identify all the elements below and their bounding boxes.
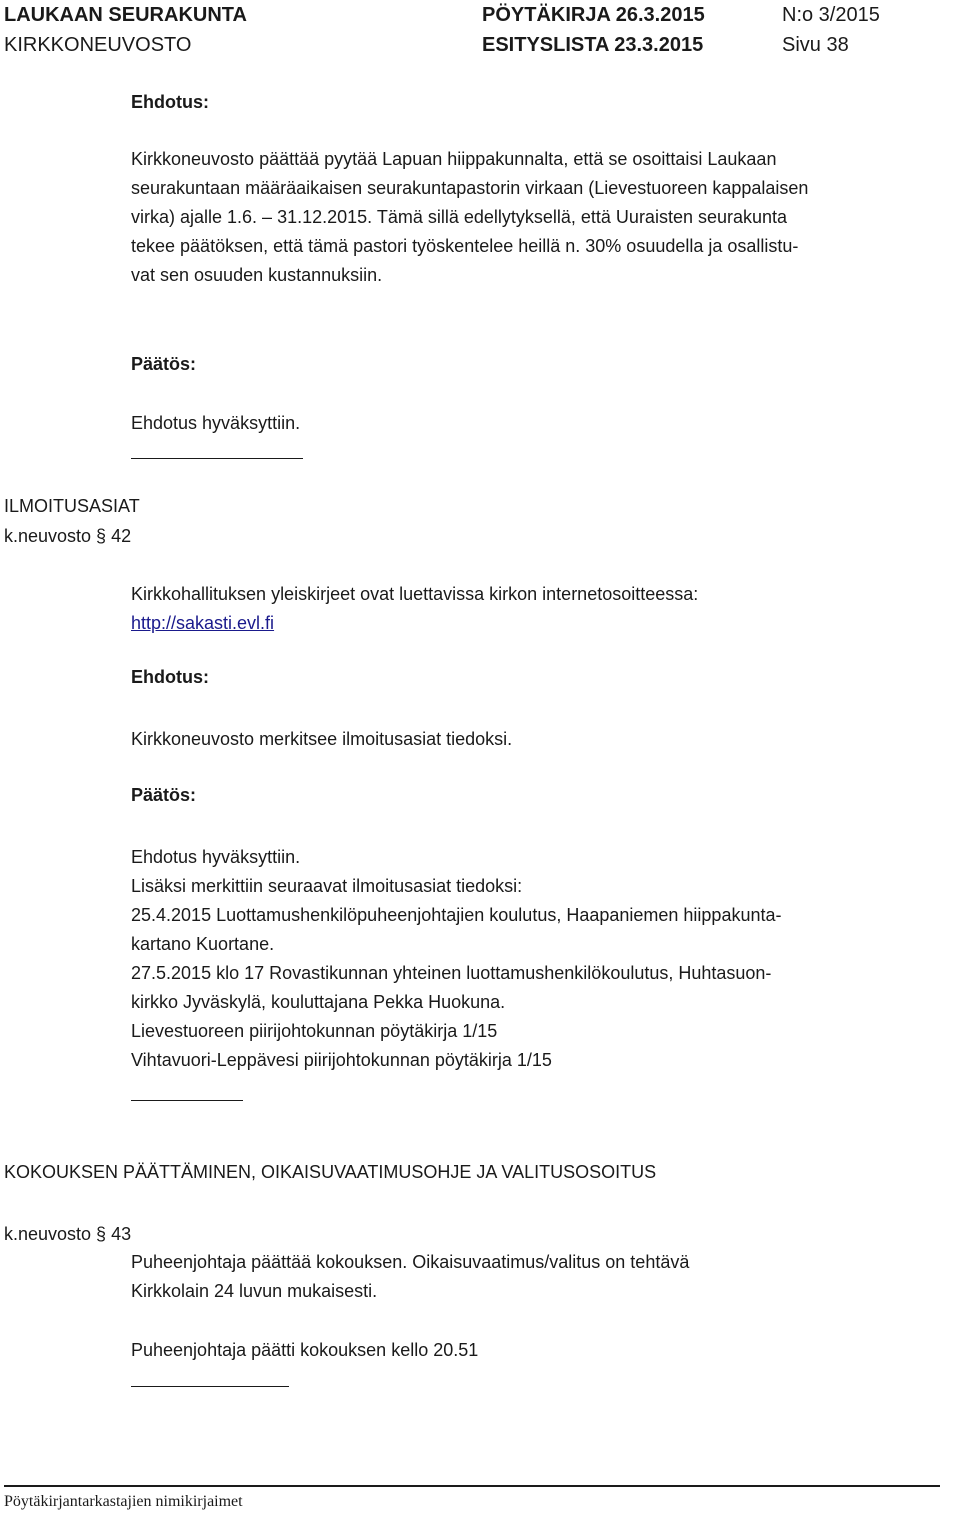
proposal-line: Kirkkoneuvosto päättää pyytää Lapuan hiippakunnalta, että se osoittaisi Laukaan (131, 149, 777, 169)
decision-line: Ehdotus hyväksyttiin. (131, 847, 301, 867)
decision-text: Ehdotus hyväksyttiin. (131, 413, 301, 433)
org-name: LAUKAAN SEURAKUNTA (4, 4, 247, 26)
decision-line: Vihtavuori-Leppävesi piirijohtokunnan pöytäkirja 1/15 (131, 1050, 552, 1070)
decision-line: 25.4.2015 Luottamushenkilöpuheenjohtajien koulutus, Haapaniemen hiippakunta- (131, 905, 782, 925)
section-divider (131, 1386, 289, 1387)
proposal-line: tekee päätöksen, että tämä pastori työskentelee heillä n. 30% osuudella ja osallistu- (131, 236, 799, 256)
proposal-label: Ehdotus: (131, 667, 209, 687)
section-reference: k.neuvosto § 42 (4, 526, 132, 546)
decision-line: Lisäksi merkittiin seuraavat ilmoitusasiat tiedoksi: (131, 876, 523, 896)
decision-line: kartano Kuortane. (131, 934, 275, 954)
proposal-line: virka) ajalle 1.6. – 31.12.2015. Tämä sillä edellytyksellä, että Uuraisten seurakunta (131, 207, 788, 227)
closing-line: Puheenjohtaja päättää kokouksen. Oikaisuvaatimus/valitus on tehtävä (131, 1252, 690, 1272)
closing-line: Kirkkolain 24 luvun mukaisesti. (131, 1281, 378, 1301)
proposal-line: vat sen osuuden kustannuksiin. (131, 265, 383, 285)
meeting-closed-text: Puheenjohtaja päätti kokouksen kello 20.51 (131, 1340, 479, 1360)
footer-rule (4, 1485, 940, 1487)
decision-label: Päätös: (131, 354, 197, 374)
section-title: KOKOUKSEN PÄÄTTÄMINEN, OIKAISUVAATIMUSOHJE JA VALITUSOSOITUS (4, 1162, 657, 1182)
section-divider (131, 1100, 243, 1101)
notice-intro: Kirkkohallituksen yleiskirjeet ovat luettavissa kirkon internetosoitteessa: (131, 584, 699, 604)
decision-text (131, 843, 953, 1075)
agenda-date: ESITYSLISTA 23.3.2015 (482, 34, 704, 56)
proposal-line: seurakuntaan määräaikaisen seurakuntapastorin virkaan (Lievestuoreen kappalaisen (131, 178, 809, 198)
section-reference: k.neuvosto § 43 (4, 1224, 132, 1244)
closing-text (131, 1248, 953, 1306)
sakasti-link[interactable]: http://sakasti.evl.fi (131, 613, 275, 633)
section-title: ILMOITUSASIAT (4, 496, 140, 516)
proposal-label: Ehdotus: (131, 92, 209, 112)
decision-line: 27.5.2015 klo 17 Rovastikunnan yhteinen luottamushenkilökoulutus, Huhtasuon- (131, 963, 772, 983)
proposal-text: Kirkkoneuvosto merkitsee ilmoitusasiat tiedoksi. (131, 729, 513, 749)
document-number: N:o 3/2015 (782, 4, 880, 26)
body-name: KIRKKONEUVOSTO (4, 34, 192, 56)
signature-label: Pöytäkirjantarkastajien nimikirjaimet (4, 1493, 243, 1510)
proposal-text (131, 145, 953, 290)
section-divider (131, 458, 303, 459)
decision-line: Lievestuoreen piirijohtokunnan pöytäkirja 1/15 (131, 1021, 498, 1041)
decision-line: kirkko Jyväskylä, kouluttajana Pekka Huokuna. (131, 992, 506, 1012)
decision-label: Päätös: (131, 785, 197, 805)
protocol-date: PÖYTÄKIRJA 26.3.2015 (482, 4, 705, 26)
page-number: Sivu 38 (782, 34, 849, 56)
